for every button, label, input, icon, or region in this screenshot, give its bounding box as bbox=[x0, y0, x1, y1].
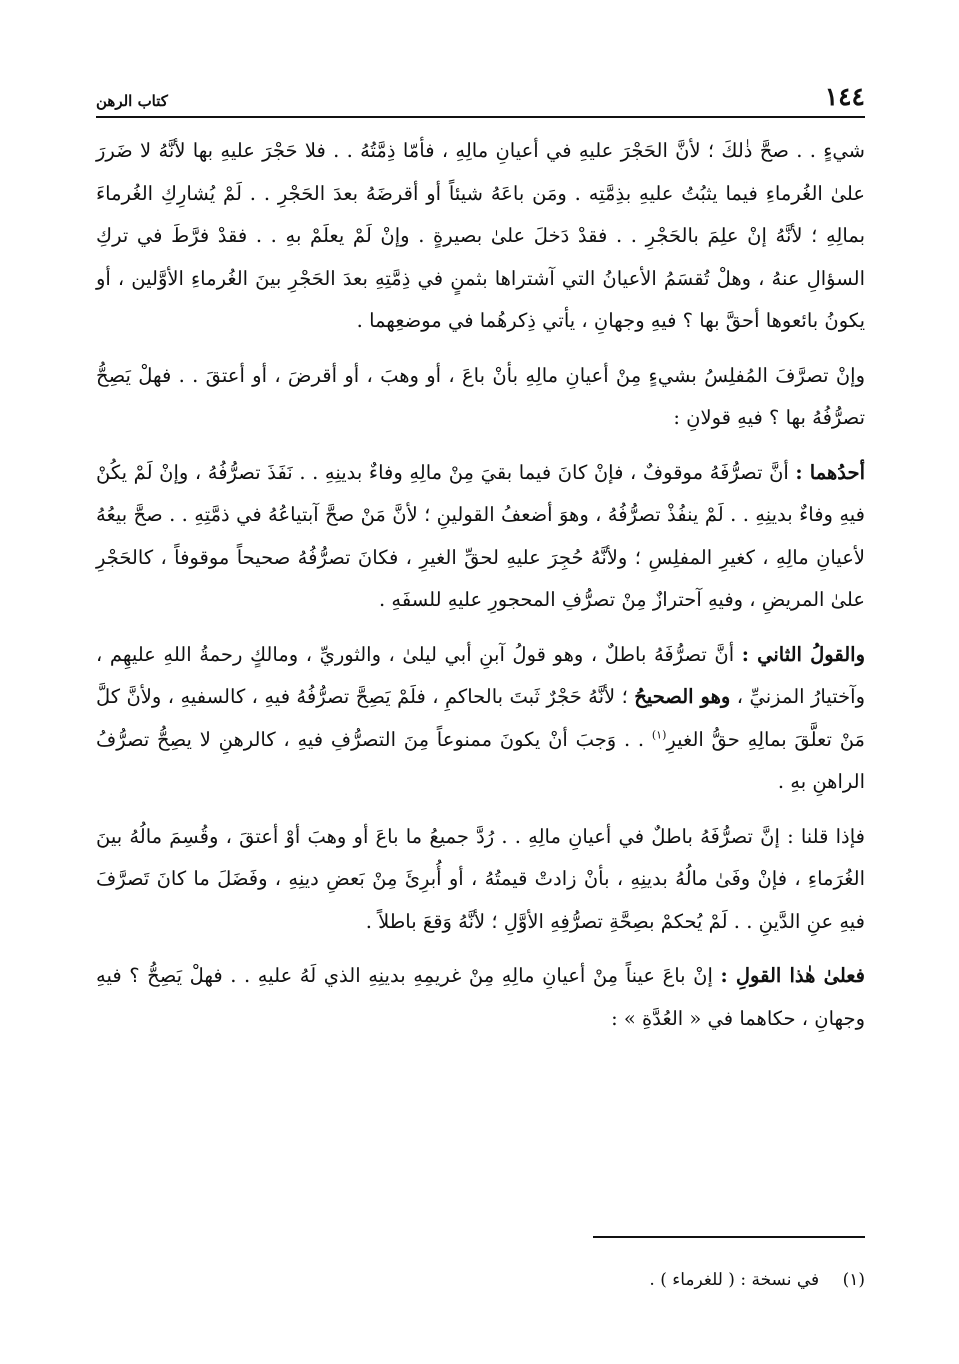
paragraph-4-text-b: ؛ لأنَّهُ حَجْرٌ ثَبتَ بالحاكمِ ، فلَمْ يَصِحَّ تصرُّفُهُ فيهِ ، كالسفيهِ ، ولأنَّ كلَّ مَنْ تعلَّقَ بمالِهِ حقُّ الغيرِ bbox=[96, 685, 865, 751]
paragraph-5: فإذا قلنا : إنَّ تصرُّفَهُ باطلٌ في أعيانِ مالِهِ . . رُدَّ جميعُ ما باعَ أو وهبَ أوْ أعتقَ ، وقُسِمَ مالُهُ بينَ الغُرَماءِ ، فإنْ وفَىٰ مالُهُ بدينِهِ ، بأنْ زادتْ قيمتُهُ ، أو أُبرِئَ مِنْ بَعضِ دينِهِ ، وفَضَلَ ما كانَ تَصرَّفَ فيهِ عنِ الدَّينِ . . لَمْ يُحكمْ بصِحَّةِ تصرُّفِهِ الأوَّلِ ؛ لأنَّهُ وَقعَ باطلاً . bbox=[96, 824, 865, 933]
book-page bbox=[96, 78, 865, 1364]
paragraph-6-text: إنْ باعَ عيناً مِنْ أعيانِ مالِهِ مِنْ غريمِهِ بدينِهِ الذي لَهُ عليهِ . . فهلْ يَصِحُّ ؟ فيهِ وجهانِ ، حكاهما في « العُدَّةِ » : bbox=[96, 964, 865, 1030]
paragraph-6-lead: فعلىٰ هٰذا القولِ : bbox=[720, 964, 866, 987]
paragraph-3 bbox=[96, 452, 865, 622]
footnote bbox=[649, 1268, 865, 1292]
footnote-number: (١) bbox=[842, 1270, 865, 1290]
paragraph-3-text: أنَّ تصرُّفَهُ موقوفٌ ، فإنْ كانَ فيما بقيَ مِنْ مالِهِ وفاءٌ بدينِهِ . . نَفَذَ تصرُّفُهُ ، وإنْ لَمْ يكُنْ فيهِ وفاءٌ بدينِهِ . . لَمْ ينفُذْ تصرُّفُهُ ، وهوَ أضعفُ القولينِ ؛ لأنَّ مَنْ صحَّ آبتياعُهُ في ذمَّتِهِ . . صحَّ بيعُهُ لأعيانِ مالِهِ ، كغيرِ المفلِسِ ؛ ولأنَّهُ حُجِرَ عليهِ لحقِّ الغيرِ ، فكانَ تصرُّفُهُ صحيحاً موقوفاً ، كالحَجْرِ علىٰ المريضِ ، وفيهِ آحترازٌ مِنْ تصرُّفِ المحجورِ عليهِ للسفَهِ . bbox=[96, 460, 865, 611]
paragraph-3-lead: أحدُهما : bbox=[795, 460, 866, 484]
footnote-divider bbox=[593, 1236, 865, 1238]
footnote-reference[interactable]: (١) bbox=[651, 728, 667, 741]
running-title: كتاب الرهن bbox=[96, 92, 168, 110]
page-number: ١٤٤ bbox=[824, 82, 865, 111]
paragraph-4-text-c: . . وَجبَ أنْ يكونَ ممنوعاً مِنَ التصرُّفِ فيهِ ، كالرهنِ لا يصِحُّ تصرُّفُ الراهنِ بهِ . bbox=[96, 727, 865, 793]
footnote-text: في نسخة : ( للغرماء ) . bbox=[649, 1270, 820, 1290]
paragraph-1: شيءٍ . . صحَّ ذٰلكَ ؛ لأنَّ الحَجْرَ عليهِ في أعيانِ مالِهِ ، فأمّا ذِمَّتُهُ . . فلا حَجْرَ عليهِ بها لأنَّهُ لا ضَررَ علىٰ الغُرماءِ فيما يثبُتُ عليهِ بذِمَّتِه . ومَن باعَهُ شيئاً أو أقرضَهُ بعدَ الحَجْرِ . . لَمْ يُشارِكِ الغُرماءَ بمالِهِ ؛ لأنَّهُ إنْ علِمَ بالحَجْرِ . . فقدْ دَخلَ علىٰ بصيرةٍ . وإنْ لَمْ يعلَمْ بهِ . . فقدْ فرَّطَ في تركِ السؤالِ عنهُ ، وهلْ تُقسَمُ الأعيانُ التي آشتراها بثمنٍ في ذِمَّتِهِ بعدَ الحَجْرِ بينَ الغُرماءِ الأوَّلين ، أو يكونُ بائعوها أحقَّ بها ؟ فيهِ وجهانِ ، يأتي ذِكرهُما في موضعِهما . bbox=[96, 139, 865, 332]
paragraph-4-text-a: أنَّ تصرُّفَهُ باطلٌ ، وهو قولُ آبنِ أبي ليلىٰ ، والثوريِّ ، ومالكٍ رحمةُ اللهِ عليهِم ، وآختيارُ المزنيِّ ، bbox=[96, 642, 865, 708]
paragraph-2: وإنْ تصرَّفَ المُفلِسُ بشيءٍ مِنْ أعيانِ مالِهِ بأنْ باعَ ، أو وهبَ ، أو أقرضَ ، أو أعتقَ . . فهلْ يَصِحُّ تصرُّفُهُ بها ؟ فيهِ قولانِ : bbox=[96, 363, 865, 429]
main-text bbox=[96, 130, 865, 1040]
paragraph-6 bbox=[96, 955, 865, 1040]
paragraph-4-emphasis: وهو الصحيحُ bbox=[634, 685, 731, 708]
paragraph-4 bbox=[96, 634, 865, 804]
paragraph-4-lead: والقولُ الثاني : bbox=[741, 642, 866, 666]
page-header bbox=[96, 78, 865, 118]
